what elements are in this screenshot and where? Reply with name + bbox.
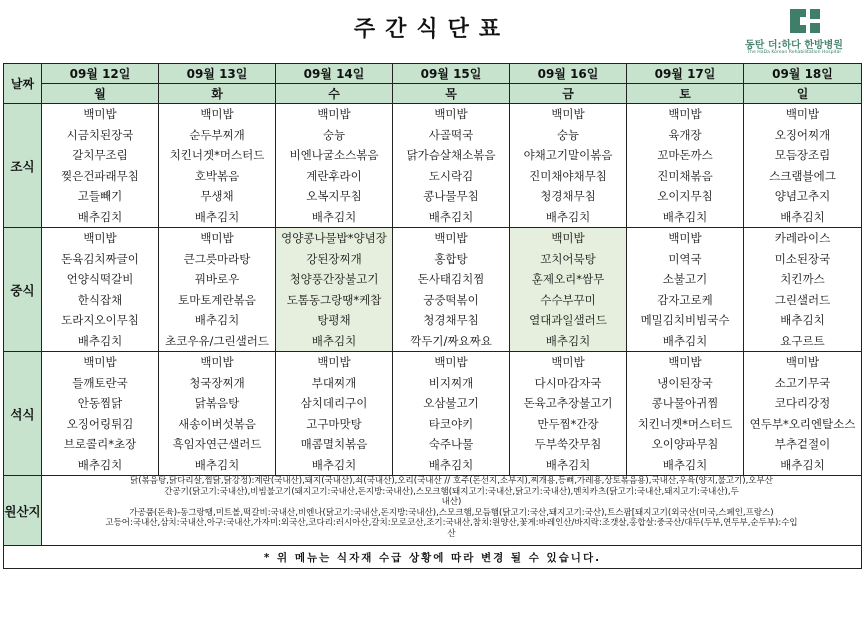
menu-item: 도시락김 [428,168,474,183]
menu-item: 열대과일샐러드 [529,313,607,327]
menu-item: 코다리강정 [774,396,831,410]
origin-line: 내산) [441,497,462,507]
day-menu-cell [627,104,744,228]
day-menu-cell [276,352,393,476]
origin-line: 가공품(돈육)-동그랑땡,미트볼,떡갈비:국내산,비엔나(닭고기:국내산,돈지방:국내산),스모크햄,모듬햄(닭고기:국산,돼지고기:국산),트스팜[돼지고기(외국산(미국,스페인,프랑스) [129,507,774,518]
meal-row [4,228,862,352]
menu-item: 시금치된장국 [66,127,134,142]
menu-item: 배추김치 [780,209,825,224]
menu-item: 수수부꾸미 [540,292,596,307]
menu-item: 백미밥 [83,355,117,369]
menu-item: 배추김치 [545,457,591,472]
date-cell: 09월 13일 [159,64,276,84]
menu-item: 진미채볶음 [657,168,713,183]
menu-item: 배추김치 [545,333,591,348]
menu-item: 삼치데리구이 [300,396,368,410]
menu-item: 한식잡채 [77,292,123,307]
menu-item: 청국장찌개 [189,375,245,390]
menu-item: 호박볶음 [194,168,240,183]
menu-item: 콩나물아귀찜 [651,396,719,410]
menu-item: 야채고기말이볶음 [523,148,613,162]
menu-item: 그린샐러드 [774,292,831,307]
menu-item: 순두부찌개 [189,127,245,142]
menu-item: 닭가슴살채소볶음 [406,148,496,162]
meal-label: 중식 [4,228,42,352]
menu-item: 오복지무침 [306,189,362,203]
menu-item: 연두부*오리엔탈소스 [749,416,856,431]
day-menu-cell [42,104,159,228]
date-corner-label: 날짜 [4,64,42,104]
menu-item: 비엔나굴소스볶음 [289,148,379,162]
menu-item: 소불고기 [662,272,708,286]
menu-item: 계란후라이 [306,168,362,183]
menu-item: 언양식떡갈비 [66,272,134,286]
menu-item: 비지찌개 [428,375,474,390]
menu-item: 꿔바로우 [194,272,240,286]
menu-item: 탕평채 [317,313,351,327]
menu-item: 안동찜닭 [77,396,123,410]
menu-item: 사골떡국 [428,127,474,142]
menu-item: 백미밥 [200,231,234,245]
menu-item: 들깨토란국 [72,375,128,390]
menu-item: 숙주나물 [428,437,474,451]
meal-row [4,104,862,228]
date-cell: 09월 17일 [627,64,744,84]
origin-info [42,476,862,546]
menu-item: 배추김치 [194,209,240,224]
menu-item: 닭볶음탕 [194,396,240,410]
menu-item: 배추김치 [662,209,708,224]
menu-item: 돈사태김치찜 [417,272,485,286]
meal-row [4,352,862,476]
menu-item: 배추김치 [194,457,240,472]
origin-line: 닭(볶음탕,닭다리살,찜닭,닭강정):계란(국내산),돼지(국내산),쇠(국내산),오리(국내산 // 호주(돈선지,소부지),찌개용,등뼈,가레용,상토볶음용),국내산,우육(양지,불고기),오부산 [130,476,773,486]
day-menu-cell [510,228,627,352]
menu-item: 영양콩나물밥*양념장 [281,231,387,245]
weekly-menu-table [3,63,862,569]
menu-item: 육개장 [668,127,702,142]
menu-item: 갈치무조림 [72,148,128,162]
menu-item: 콩나물무침 [423,189,479,203]
menu-item: 백미밥 [551,231,585,245]
menu-item: 훈제오리*쌈무 [531,272,605,286]
menu-item: 배추김치 [662,457,708,472]
menu-item: 냉이된장국 [657,375,713,390]
menu-item: 배추김치 [194,313,240,327]
day-menu-cell [276,228,393,352]
menu-item: 고구마맛탕 [306,416,362,431]
menu-item: 부대찌개 [311,375,357,390]
menu-item: 치킨너겟*머스터드 [637,416,733,431]
menu-item: 백미밥 [83,231,117,245]
menu-item: 백미밥 [83,107,117,121]
menu-item: 스크램블에그 [769,168,836,183]
weekday-cell: 금 [510,84,627,104]
meal-label: 조식 [4,104,42,228]
menu-item: 매콤멸치볶음 [300,437,368,451]
menu-item: 카레라이스 [774,231,831,245]
menu-item: 백미밥 [668,231,702,245]
date-cell: 09월 14일 [276,64,393,84]
menu-item: 타코야키 [428,416,474,431]
menu-item: 백미밥 [551,107,585,121]
menu-item: 다시마감자국 [534,375,602,390]
meal-label: 석식 [4,352,42,476]
day-menu-cell [393,352,510,476]
menu-item: 배추김치 [311,209,357,224]
menu-item: 양념고추지 [774,189,831,203]
day-menu-cell [42,352,159,476]
page-title: 주간식단표 [353,17,511,42]
day-menu-cell [744,228,862,352]
menu-item: 소고기무국 [774,375,831,390]
menu-item: 오징어링튀김 [66,416,134,431]
menu-item: 배추김치 [780,457,825,472]
menu-item: 백미밥 [668,107,702,121]
menu-item: 배추김치 [428,457,474,472]
menu-change-notice: * 위 메뉴는 식자재 수급 상황에 따라 변경 될 수 있습니다. [4,546,862,569]
menu-item: 청경채무침 [540,189,596,203]
menu-item: 배추김치 [77,457,123,472]
menu-item: 메밀김치비빔국수 [640,313,730,327]
menu-item: 배추김치 [545,209,591,224]
weekday-cell: 수 [276,84,393,104]
menu-item: 흑임자연근샐러드 [172,437,262,451]
date-cell: 09월 18일 [744,64,862,84]
day-menu-cell [510,352,627,476]
weekday-cell: 월 [42,84,159,104]
menu-item: 치킨너겟*머스터드 [169,148,265,162]
menu-item: 배추김치 [662,333,708,348]
hospital-logo-mark [790,9,820,33]
day-menu-cell [42,228,159,352]
menu-item: 만두찜*간장 [537,416,599,431]
menu-item: 모듬장조림 [774,148,831,162]
menu-item: 치킨까스 [780,272,825,286]
menu-item: 두부쑥갓무침 [534,437,602,451]
origin-line: 산 [447,528,456,539]
menu-item: 백미밥 [551,355,585,369]
menu-item: 배추김치 [77,209,123,224]
menu-item: 백미밥 [434,107,468,121]
menu-item: 백미밥 [317,355,351,369]
origin-row [4,476,862,546]
weekday-cell: 일 [744,84,862,104]
menu-item: 배추김치 [780,313,825,327]
date-cell: 09월 16일 [510,64,627,84]
day-menu-cell [159,104,276,228]
date-cell: 09월 12일 [42,64,159,84]
menu-item: 숭늉 [322,127,346,142]
menu-item: 꼬마돈까스 [657,148,713,162]
day-menu-cell [393,228,510,352]
menu-item: 도톰동그랑땡*케찹 [286,292,382,307]
menu-item: 백미밥 [200,107,234,121]
menu-item: 부추겉절이 [774,437,831,451]
menu-item: 궁중떡볶이 [423,292,479,307]
menu-item: 청양풍간장불고기 [289,272,379,286]
menu-item: 꼬치어묵탕 [540,251,596,266]
menu-item: 배추김치 [77,333,123,348]
weekday-cell: 화 [159,84,276,104]
day-menu-cell [393,104,510,228]
date-row [4,64,862,84]
menu-item: 초코우유/그린샐러드 [165,333,269,348]
menu-item: 백미밥 [668,355,702,369]
menu-item: 오이지무침 [657,189,713,203]
day-menu-cell [627,352,744,476]
menu-item: 백미밥 [317,107,351,121]
menu-item: 배추김치 [428,209,474,224]
menu-item: 미소된장국 [774,251,831,266]
menu-item: 새송이버섯볶음 [178,416,256,431]
menu-item: 찢은건파래무침 [61,168,139,183]
menu-item: 진미채야채무침 [529,168,607,183]
menu-item: 백미밥 [785,107,820,121]
weekday-cell: 토 [627,84,744,104]
hospital-subtitle: The HaDa Korean Rehabilitation Hospital [747,50,841,55]
menu-item: 숭늉 [556,127,580,142]
day-menu-cell [627,228,744,352]
hospital-logo [727,6,861,62]
hospital-name: 동탄 더:하다 한방병원 [745,40,843,51]
date-cell: 09월 15일 [393,64,510,84]
menu-item: 미역국 [668,251,702,266]
menu-item: 돈육고추장불고기 [523,396,613,410]
menu-item: 토마토계란볶음 [178,292,256,307]
weekday-cell: 목 [393,84,510,104]
menu-item: 백미밥 [785,355,820,369]
menu-item: 요구르트 [780,333,825,348]
day-menu-cell [744,352,862,476]
menu-item: 청경채무침 [423,313,479,327]
day-menu-cell [510,104,627,228]
menu-item: 돈육김치짜글이 [61,251,139,266]
menu-item: 백미밥 [434,231,468,245]
menu-item: 무생채 [200,189,234,203]
menu-item: 브로콜리*초장 [63,437,137,451]
menu-item: 홍합탕 [434,251,468,266]
origin-line: 고등어:국내산,삼치:국내산,아구:국내산,가자미:외국산,코다리:러시아산,갈치:모로코산,조기:국내산,참치:원양산,꽃게:바레인산/바지락:조갯살,홍합살:중국산/대두(두부,연두부,순두부):수입 [105,518,798,528]
menu-item: 오징어찌개 [774,127,831,142]
menu-item: 백미밥 [200,355,234,369]
menu-item: 큰그릇마라탕 [183,251,251,266]
day-menu-cell [744,104,862,228]
day-menu-cell [159,228,276,352]
day-menu-cell [159,352,276,476]
notice-row [4,546,862,569]
menu-item: 깍두기/짜요짜요 [410,333,492,348]
day-menu-cell [276,104,393,228]
weekday-row [4,84,862,104]
menu-item: 오삼불고기 [423,396,479,410]
menu-item: 도라지오이무침 [61,313,139,327]
menu-item: 감자고로케 [657,292,713,307]
menu-item: 배추김치 [311,457,357,472]
menu-item: 강된장찌개 [306,251,362,266]
menu-item: 오이양파무침 [651,437,719,451]
menu-item: 백미밥 [434,355,468,369]
origin-label: 원산지 [4,476,42,546]
menu-item: 배추김치 [311,333,357,348]
menu-item: 고들빼기 [77,189,123,203]
origin-line: 간공기(닭고기:국내산),비빔불고기(돼지고기:국내산,돈지방:국내산),스모크햄(돼지고기:국내산,닭고기:국내산),멘치카츠(닭고기:국내산,돼지고기:국내산),두 [164,486,739,497]
